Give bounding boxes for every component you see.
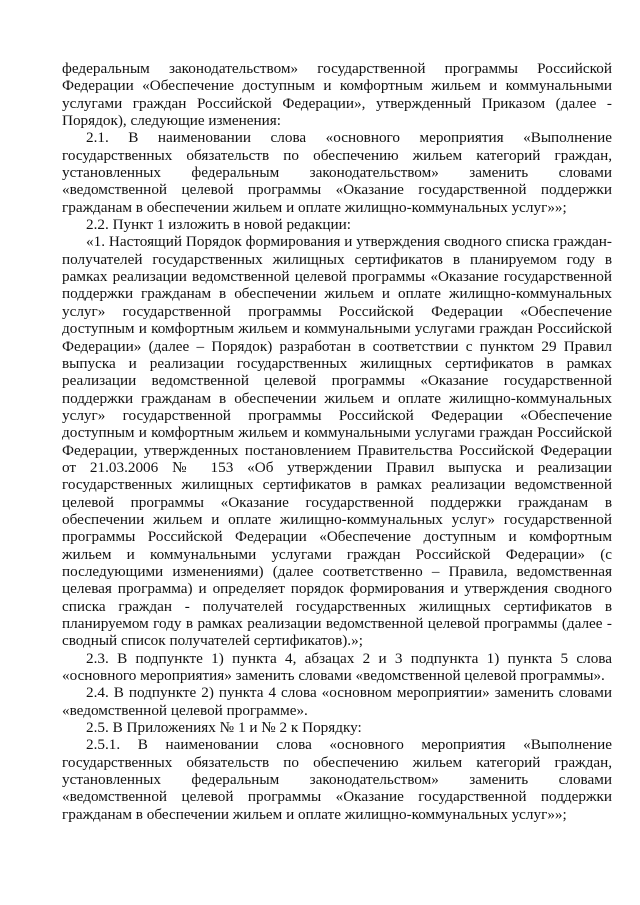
paragraph-2-3: 2.3. В подпункте 1) пункта 4, абзацах 2 и 3 подпункта 1) пункта 5 слова «основного мероприятия» заменить словами «ведомственной целевой программы».	[62, 649, 612, 685]
paragraph-2-5-1: 2.5.1. В наименовании слова «основного мероприятия «Выполнение государственных обязательств по обеспечению жильем категорий граждан, установленных федеральным законодательством» заменить словами «ведомственной целевой программы «Оказание государственной поддержки гражданам в обеспечении жильем и оплате жилищно-коммунальных услуг»»;	[62, 736, 612, 823]
paragraph-2-4: 2.4. В подпункте 2) пункта 4 слова «основном мероприятии» заменить словами «ведомственной целевой программе».	[62, 684, 612, 719]
document-page	[62, 60, 612, 823]
paragraph-new-point-1: «1. Настоящий Порядок формирования и утверждения сводного списка граждан-получателей государственных жилищных сертификатов в планируемом году в рамках реализации ведомственной целевой программы «Оказание государственной поддержки гражданам в обеспечении жильем и оплате жилищно-коммунальных услуг» государственной программы Российской Федерации «Обеспечение доступным и комфортным жильем и коммунальными услугами граждан Российской Федерации» (далее – Порядок) разработан в соответствии с пунктом 29 Правил выпуска и реализации государственных жилищных сертификатов в рамках реализации ведомственной целевой программы «Оказание государственной поддержки гражданам в обеспечении жильем и оплате жилищно-коммунальных услуг» государственной программы Российской Федерации «Обеспечение доступным и комфортным жильем и коммунальными услугами граждан Российской Федерации, утвержденных постановлением Правительства Российской Федерации от 21.03.2006 № 153 «Об утверждении Правил выпуска и реализации государственных жилищных сертификатов в рамках реализации ведомственной целевой программы «Оказание государственной поддержки гражданам в обеспечении жильем и оплате жилищно-коммунальных услуг» государственной программы Российской Федерации «Обеспечение доступным и комфортным жильем и коммунальными услугами граждан Российской Федерации» (с последующими изменениями) (далее соответственно – Правила, ведомственная целевая программа) и определяет порядок формирования и утверждения сводного списка граждан - получателей государственных жилищных сертификатов в планируемом году в рамках реализации ведомственной целевой программы (далее - сводный список получателей сертификатов).»;	[62, 233, 612, 650]
paragraph-2-5: 2.5. В Приложениях № 1 и № 2 к Порядку:	[86, 719, 362, 737]
paragraph-2-2: 2.2. Пункт 1 изложить в новой редакции:	[86, 216, 352, 234]
paragraph-intro-continuation: федеральным законодательством» государственной программы Российской Федерации «Обеспечение доступным и комфортным жильем и коммунальными услугами граждан Российской Федерации», утвержденный Приказом (далее - Порядок), следующие изменения:	[62, 60, 612, 130]
paragraph-2-1: 2.1. В наименовании слова «основного мероприятия «Выполнение государственных обязательств по обеспечению жильем категорий граждан, установленных федеральным законодательством» заменить словами «ведомственной целевой программы «Оказание государственной поддержки гражданам в обеспечении жильем и оплате жилищно-коммунальных услуг»»;	[62, 129, 612, 216]
